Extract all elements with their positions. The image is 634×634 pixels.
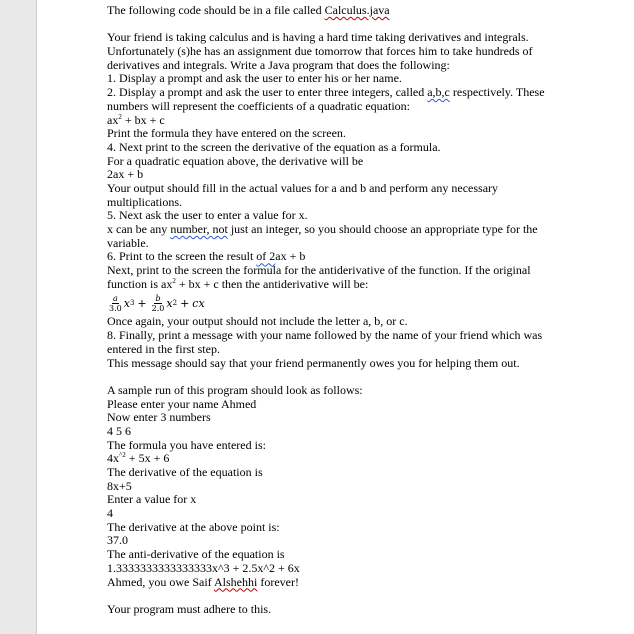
para-line: Your output should fill in the actual values for a and b and perform any necessary (107, 180, 499, 195)
para-line: x can be any number, not just an integer, so you should choose an appropriate type for the (107, 222, 538, 236)
para-line: derivatives and integrals. Write a Java program that does the following: (107, 57, 450, 72)
sample-line: 8x+5 (107, 478, 132, 493)
left-margin (0, 0, 37, 634)
step-4: 4. Next print to the screen the derivative of the equation as a formula. (107, 139, 441, 154)
sample-line: 37.0 (107, 533, 128, 548)
closing-line: Your program must adhere to this. (107, 601, 272, 616)
step-1: 1. Display a prompt and ask the user to enter his or her name. (107, 71, 402, 86)
para-line: variable. (107, 235, 149, 250)
step-8: 8. Finally, print a message with your name followed by the name of your friend which was (107, 328, 543, 343)
step-2: 2. Display a prompt and ask the user to enter three integers, called a,b,c respectively. These (107, 85, 545, 100)
step-6: 6. Print to the screen the result of 2ax + b (107, 249, 306, 264)
sample-intro: A sample run of this program should look as follows: (107, 382, 363, 397)
para-line: For a quadratic equation above, the derivative will be (107, 153, 364, 168)
antiderivative-formula: $\frac{a}{3.0}$ x 3 + $\frac{b}{2.0}$ x 2 + cx (109, 293, 205, 313)
document-body (107, 4, 587, 617)
document-page (37, 0, 634, 634)
sample-line: 4 (107, 506, 113, 521)
para-line: Unfortunately (s)he has an assignment due tomorrow that forces him to take hundreds of (107, 44, 533, 59)
para-line: numbers will represent the coefficients of a quadratic equation: (107, 98, 410, 113)
sample-line: The derivative of the equation is (107, 465, 263, 479)
fraction-b: $\frac{b}{2.0}$ (151, 293, 165, 313)
fraction-a: $\frac{a}{3.0}$ (109, 293, 122, 313)
para-line: Your friend is taking calculus and is having a hard time taking derivatives and integrals. (107, 30, 529, 45)
step-3: Print the formula they have entered on the screen. (107, 126, 346, 141)
sample-line: Please enter your name Ahmed (107, 396, 257, 411)
sample-line: Enter a value for x (107, 492, 197, 507)
filename: Calculus.java (324, 3, 390, 17)
sample-line: $4x^{\^{}2} + 5x + 6$ (107, 451, 170, 466)
para-line: multiplications. (107, 194, 182, 209)
sample-line: 1.3333333333333333x^3 + 2.5x^2 + 6x (107, 560, 300, 575)
sample-line: The derivative at the above point is: (107, 519, 280, 534)
sample-line: The formula you have entered is: (107, 437, 266, 452)
sample-line: The anti-derivative of the equation is (107, 547, 285, 562)
sample-line: 4 5 6 (107, 423, 131, 438)
sample-line: Ahmed, you owe Saif Alshehhi forever! (107, 574, 299, 589)
para-line: Next, print to the screen the formula for the antiderivative of the function. If the original (107, 263, 531, 278)
para-line: function is $ax^2$ + bx + c then the antiderivative will be: (107, 276, 369, 291)
step-5: 5. Next ask the user to enter a value for x. (107, 208, 308, 223)
header-line: The following code should be in a file called Calculus.java (107, 3, 390, 17)
para-line: entered in the first step. (107, 341, 220, 356)
sample-line: Now enter 3 numbers (107, 410, 211, 425)
derivative-formula: 2ax + b (107, 167, 144, 182)
para-line: Once again, your output should not include the letter a, b, or c. (107, 314, 408, 329)
quadratic-equation: $ax^2$ + bx + c (107, 112, 165, 127)
para-line: This message should say that your friend permanently owes you for helping them out. (107, 355, 520, 370)
